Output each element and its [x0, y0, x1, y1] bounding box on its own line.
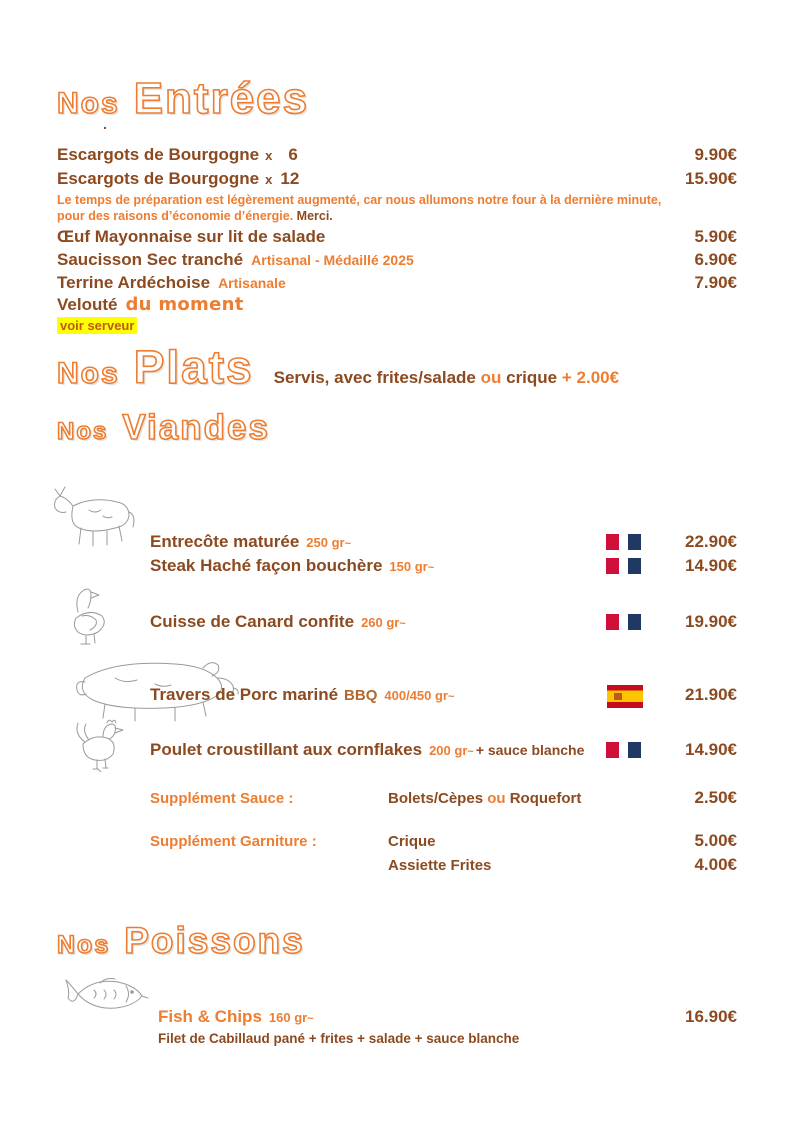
- menu-item-escargots-6: [57, 145, 737, 165]
- item-price: 7.90€: [694, 273, 737, 292]
- menu-item-poulet-cornflakes: [150, 740, 737, 760]
- section-title-plats: [57, 340, 619, 394]
- item-price: 5.90€: [694, 227, 737, 246]
- section-title-viandes: [57, 408, 270, 448]
- item-name-group: Poulet croustillant aux cornflakes 200 gr ~ + sauce blanche: [150, 740, 585, 759]
- item-extra: + sauce blanche: [475, 742, 585, 758]
- spain-flag-emblem: [614, 693, 622, 700]
- item-name: Travers de Porc mariné: [150, 685, 339, 704]
- garniture-option-crique: Crique: [388, 833, 436, 850]
- item-price: 19.90€: [685, 612, 737, 631]
- supplement-garniture-row-1: [150, 831, 737, 851]
- item-price: 6.90€: [694, 250, 737, 269]
- item-qty-x: x: [265, 172, 273, 187]
- france-flag-icon: [606, 742, 641, 758]
- menu-item-fish-chips: [158, 1007, 737, 1027]
- sauce-or: ou: [483, 790, 510, 807]
- item-name-group: Fish & Chips 160 gr ~: [158, 1007, 314, 1026]
- supplement-sauce-options: [388, 790, 659, 807]
- item-name: Fish & Chips: [158, 1007, 262, 1026]
- tagline-or: ou: [475, 368, 507, 387]
- item-name: Entrecôte maturée: [150, 532, 300, 551]
- garniture-price-frites: 4.00€: [694, 855, 737, 874]
- cow-sketch-icon: [45, 482, 145, 550]
- oven-energy-note: [57, 192, 672, 224]
- item-price: 21.90€: [685, 685, 737, 704]
- menu-item-travers-porc: [150, 685, 737, 708]
- section-title-entrees: [57, 74, 309, 124]
- section-title-word: Viandes: [122, 408, 270, 447]
- supplement-sauce-price: 2.50€: [694, 788, 737, 807]
- menu-item-oeuf-mayonnaise: [57, 227, 737, 247]
- item-name: Escargots de Bourgogne: [57, 169, 260, 188]
- item-name: Poulet croustillant aux cornflakes: [150, 740, 423, 759]
- section-title-prefix: Nos: [57, 87, 120, 120]
- voir-serveur-highlight: voir serveur: [57, 317, 137, 334]
- tagline-supplement: + 2.00€: [557, 368, 620, 387]
- section-title-word: Entrées: [133, 74, 310, 123]
- item-price: 16.90€: [685, 1007, 737, 1026]
- item-name-group: Steak Haché façon bouchère 150 gr ~: [150, 556, 435, 575]
- tagline-crique: crique: [506, 368, 558, 387]
- item-qty-x: x: [265, 148, 273, 163]
- fish-sketch-icon: [60, 968, 150, 1018]
- menu-item-entrecote: [150, 532, 737, 552]
- tagline-served: Servis, avec frites/salade: [273, 368, 476, 387]
- item-name: Escargots de Bourgogne: [57, 145, 260, 164]
- item-price: 14.90€: [685, 556, 737, 575]
- item-size: 200 gr: [429, 743, 468, 758]
- section-title-poissons: [57, 920, 305, 962]
- section-title-word: Poissons: [124, 920, 305, 961]
- supplement-sauce-label: Supplément Sauce :: [150, 790, 294, 807]
- item-price: 22.90€: [685, 532, 737, 551]
- menu-item-veloute: [57, 294, 737, 315]
- chicken-sketch-icon: [55, 710, 137, 772]
- plats-tagline: [274, 368, 619, 388]
- item-name: Cuisse de Canard confite: [150, 612, 355, 631]
- item-price: 14.90€: [685, 740, 737, 759]
- menu-item-escargots-12: [57, 169, 737, 189]
- fish-chips-description: Filet de Cabillaud pané + frites + salade + sauce blanche: [158, 1031, 520, 1046]
- spain-flag-icon: [607, 685, 643, 708]
- france-flag-icon: [606, 534, 641, 550]
- item-name: Steak Haché façon bouchère: [150, 556, 383, 575]
- oven-note-thanks: Merci.: [296, 209, 333, 223]
- section-title-word: Plats: [133, 341, 254, 393]
- item-name-group: Travers de Porc mariné BBQ 400/450 gr ~: [150, 685, 455, 704]
- menu-item-terrine: [57, 273, 737, 293]
- item-size: 250 gr: [306, 535, 345, 550]
- item-accent: du moment: [125, 294, 244, 315]
- item-size: 260 gr: [361, 615, 400, 630]
- section-title-prefix: Nos: [57, 931, 111, 959]
- stray-dot: .: [103, 116, 107, 132]
- item-name: Saucisson Sec tranché: [57, 250, 244, 269]
- supplement-garniture-row-2: [150, 855, 737, 875]
- item-name-group: Entrecôte maturée 250 gr ~: [150, 532, 352, 551]
- menu-item-steak-hache: [150, 556, 737, 576]
- item-qty: 6: [288, 145, 298, 164]
- supplement-sauce-row: [150, 788, 737, 808]
- section-title-prefix: Nos: [57, 418, 109, 445]
- item-note: Artisanal - Médaillé 2025: [251, 252, 414, 268]
- menu-item-cuisse-canard: [150, 612, 737, 632]
- item-note: Artisanale: [218, 275, 286, 291]
- item-tag-bbq: BBQ: [344, 687, 378, 704]
- duck-sketch-icon: [48, 582, 120, 648]
- item-size: 150 gr: [389, 559, 428, 574]
- item-size: 160 gr: [268, 1010, 308, 1025]
- oven-note-text: Le temps de préparation est légèrement augmenté, car nous allumons notre four à la dernière minute, pour des raisons d’économie d’énergie.: [57, 193, 662, 223]
- sauce-option-a: Bolets/Cèpes: [388, 790, 484, 807]
- item-price: 15.90€: [685, 169, 737, 188]
- item-price: 9.90€: [694, 145, 737, 164]
- france-flag-icon: [606, 614, 641, 630]
- menu-item-saucisson: [57, 250, 737, 270]
- supplement-garniture-label: Supplément Garniture :: [150, 833, 317, 850]
- item-name: Œuf Mayonnaise sur lit de salade: [57, 227, 326, 246]
- item-name-group: Cuisse de Canard confite 260 gr ~: [150, 612, 406, 631]
- item-size: 400/450 gr: [384, 688, 448, 703]
- item-name: Terrine Ardéchoise: [57, 273, 211, 292]
- sauce-option-b: Roquefort: [509, 790, 582, 807]
- item-name: Velouté: [57, 295, 118, 314]
- france-flag-icon: [606, 558, 641, 574]
- section-title-prefix: Nos: [57, 357, 120, 390]
- garniture-price-crique: 5.00€: [694, 831, 737, 850]
- garniture-option-frites: Assiette Frites: [388, 857, 492, 874]
- item-qty: 12: [280, 169, 300, 188]
